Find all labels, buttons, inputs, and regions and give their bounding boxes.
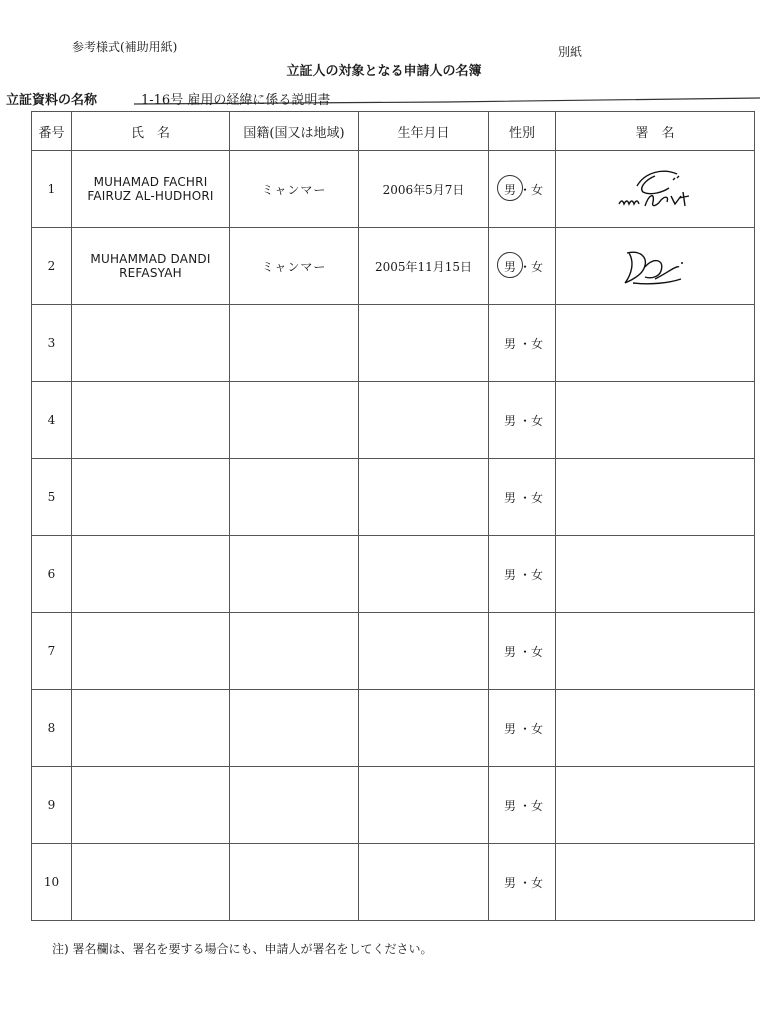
gender-female: 女: [531, 259, 544, 274]
row-number: 3: [32, 305, 72, 382]
gender-male: 男: [503, 413, 516, 428]
gender-cell: [489, 767, 556, 844]
applicant-dob: [359, 382, 489, 459]
attachment-label: 別紙: [558, 45, 583, 59]
signature-cell: [556, 151, 755, 228]
gender-female: 女: [531, 798, 544, 813]
applicant-nationality: ミャンマー: [230, 228, 359, 305]
row-number: 9: [32, 767, 72, 844]
col-header-nationality: 国籍(国又は地域): [230, 112, 359, 151]
gender-cell: [489, 844, 556, 921]
gender-female: 女: [531, 875, 544, 890]
gender-separator: ・: [518, 721, 531, 736]
col-header-number: 番号: [32, 112, 72, 151]
row-number: 10: [32, 844, 72, 921]
gender-male: 男: [503, 644, 516, 659]
gender-cell: [489, 382, 556, 459]
table-row: [32, 690, 755, 767]
applicant-name: [72, 690, 230, 767]
applicant-dob: [359, 459, 489, 536]
gender-cell: [489, 305, 556, 382]
row-number: 1: [32, 151, 72, 228]
gender-separator: ・: [518, 567, 531, 582]
table-row: [32, 151, 755, 228]
col-header-dob: 生年月日: [359, 112, 489, 151]
applicant-dob: [359, 690, 489, 767]
row-number: 8: [32, 690, 72, 767]
row-number: 7: [32, 613, 72, 690]
gender-cell: [489, 459, 556, 536]
applicant-nationality: [230, 690, 359, 767]
applicant-name-line1: MUHAMMAD DANDI: [90, 252, 211, 266]
gender-male: 男: [503, 490, 516, 505]
row-number: 2: [32, 228, 72, 305]
handwritten-signature-1: [615, 166, 695, 212]
gender-male: 男: [503, 875, 516, 890]
gender-cell: [489, 690, 556, 767]
gender-female: 女: [531, 336, 544, 351]
signature-cell: [556, 459, 755, 536]
gender-female: 女: [531, 721, 544, 736]
applicant-nationality: ミャンマー: [230, 151, 359, 228]
reference-form-label: 参考様式(補助用紙): [72, 40, 178, 54]
applicant-name-line2: REFASYAH: [119, 266, 182, 280]
applicant-nationality: [230, 305, 359, 382]
applicant-dob: [359, 613, 489, 690]
material-name-label: 立証資料の名称: [6, 93, 98, 108]
applicant-name-line1: MUHAMAD FACHRI: [93, 175, 208, 189]
applicant-name: [72, 305, 230, 382]
signature-cell: [556, 228, 755, 305]
gender-female: 女: [531, 567, 544, 582]
signature-cell: [556, 305, 755, 382]
applicant-name: [72, 767, 230, 844]
applicant-name: [72, 382, 230, 459]
applicant-dob: [359, 767, 489, 844]
signature-cell: [556, 382, 755, 459]
applicant-name: [72, 459, 230, 536]
applicant-dob: [359, 305, 489, 382]
page-title: 立証人の対象となる申請人の名簿: [286, 64, 482, 79]
material-name-value: 1-16号 雇用の経緯に係る説明書: [141, 93, 331, 108]
table-row: [32, 228, 755, 305]
gender-separator: ・: [518, 490, 531, 505]
gender-separator: ・: [518, 182, 531, 197]
gender-male: 男: [503, 721, 516, 736]
table-row: [32, 767, 755, 844]
gender-female: 女: [531, 490, 544, 505]
handwritten-signature-2: [615, 243, 695, 289]
applicant-dob: 2005年11月15日: [359, 228, 489, 305]
gender-male-circled: 男: [501, 258, 519, 275]
applicant-name: [72, 228, 230, 305]
table-row: [32, 844, 755, 921]
col-header-gender: 性別: [489, 112, 556, 151]
gender-separator: ・: [518, 875, 531, 890]
applicant-name: [72, 151, 230, 228]
signature-cell: [556, 767, 755, 844]
table-row: [32, 382, 755, 459]
signature-cell: [556, 613, 755, 690]
gender-separator: ・: [518, 259, 531, 274]
gender-female: 女: [531, 182, 544, 197]
gender-female: 女: [531, 413, 544, 428]
gender-male: 男: [503, 336, 516, 351]
applicant-name: [72, 536, 230, 613]
col-header-name: 氏 名: [72, 112, 230, 151]
gender-male-circled: 男: [501, 181, 519, 198]
gender-cell: [489, 536, 556, 613]
applicant-name: [72, 613, 230, 690]
row-number: 5: [32, 459, 72, 536]
footer-note: 注) 署名欄は、署名を要する場合にも、申請人が署名をしてください。: [52, 942, 433, 956]
applicant-dob: [359, 536, 489, 613]
gender-separator: ・: [518, 798, 531, 813]
signature-cell: [556, 844, 755, 921]
gender-female: 女: [531, 644, 544, 659]
signature-cell: [556, 536, 755, 613]
gender-separator: ・: [518, 413, 531, 428]
applicant-dob: [359, 844, 489, 921]
gender-cell: [489, 228, 556, 305]
applicant-nationality: [230, 382, 359, 459]
row-number: 6: [32, 536, 72, 613]
table-row: [32, 613, 755, 690]
applicant-name: [72, 844, 230, 921]
applicant-table: [31, 111, 755, 921]
table-row: [32, 459, 755, 536]
material-underline: [6, 0, 766, 120]
gender-cell: [489, 613, 556, 690]
gender-separator: ・: [518, 644, 531, 659]
gender-separator: ・: [518, 336, 531, 351]
row-number: 4: [32, 382, 72, 459]
table-row: [32, 305, 755, 382]
table-header-row: [32, 112, 755, 151]
applicant-nationality: [230, 613, 359, 690]
applicant-nationality: [230, 767, 359, 844]
signature-cell: [556, 690, 755, 767]
gender-cell: [489, 151, 556, 228]
applicant-dob: 2006年5月7日: [359, 151, 489, 228]
col-header-signature: 署 名: [556, 112, 755, 151]
applicant-name-line2: FAIRUZ AL-HUDHORI: [87, 189, 214, 203]
applicant-nationality: [230, 459, 359, 536]
applicant-nationality: [230, 536, 359, 613]
table-row: [32, 536, 755, 613]
gender-male: 男: [503, 567, 516, 582]
gender-male: 男: [503, 798, 516, 813]
applicant-nationality: [230, 844, 359, 921]
